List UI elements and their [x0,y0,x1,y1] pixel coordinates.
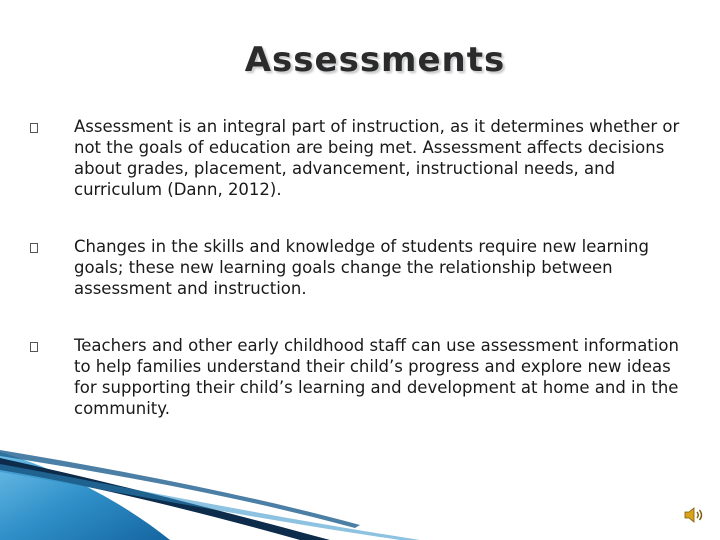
bullet-text: Assessment is an integral part of instruction, as it determines whether or not the goals of education are being met. Assessment affects decisions about grades, placement, advancement, instructional needs, and curriculum (Dann, 2012). [74,117,680,199]
bullet-list [30,116,690,455]
bullet-text: Teachers and other early childhood staff can use assessment information to help families understand their child’s progress and explore new ideas for supporting their child’s learning and development at home and in the community. [74,336,679,418]
footer-wave-decoration [0,440,720,540]
bullet-text: Changes in the skills and knowledge of students require new learning goals; these new learning goals change the relationship between assessment and instruction. [74,237,649,298]
list-item [30,236,690,299]
slide-title: Assessments [244,40,506,80]
bullet-box-icon [30,243,38,253]
bullet-box-icon [30,123,38,133]
speaker-icon[interactable] [682,503,706,527]
bullet-box-icon [30,342,38,352]
list-item [30,335,690,419]
list-item [30,116,690,200]
